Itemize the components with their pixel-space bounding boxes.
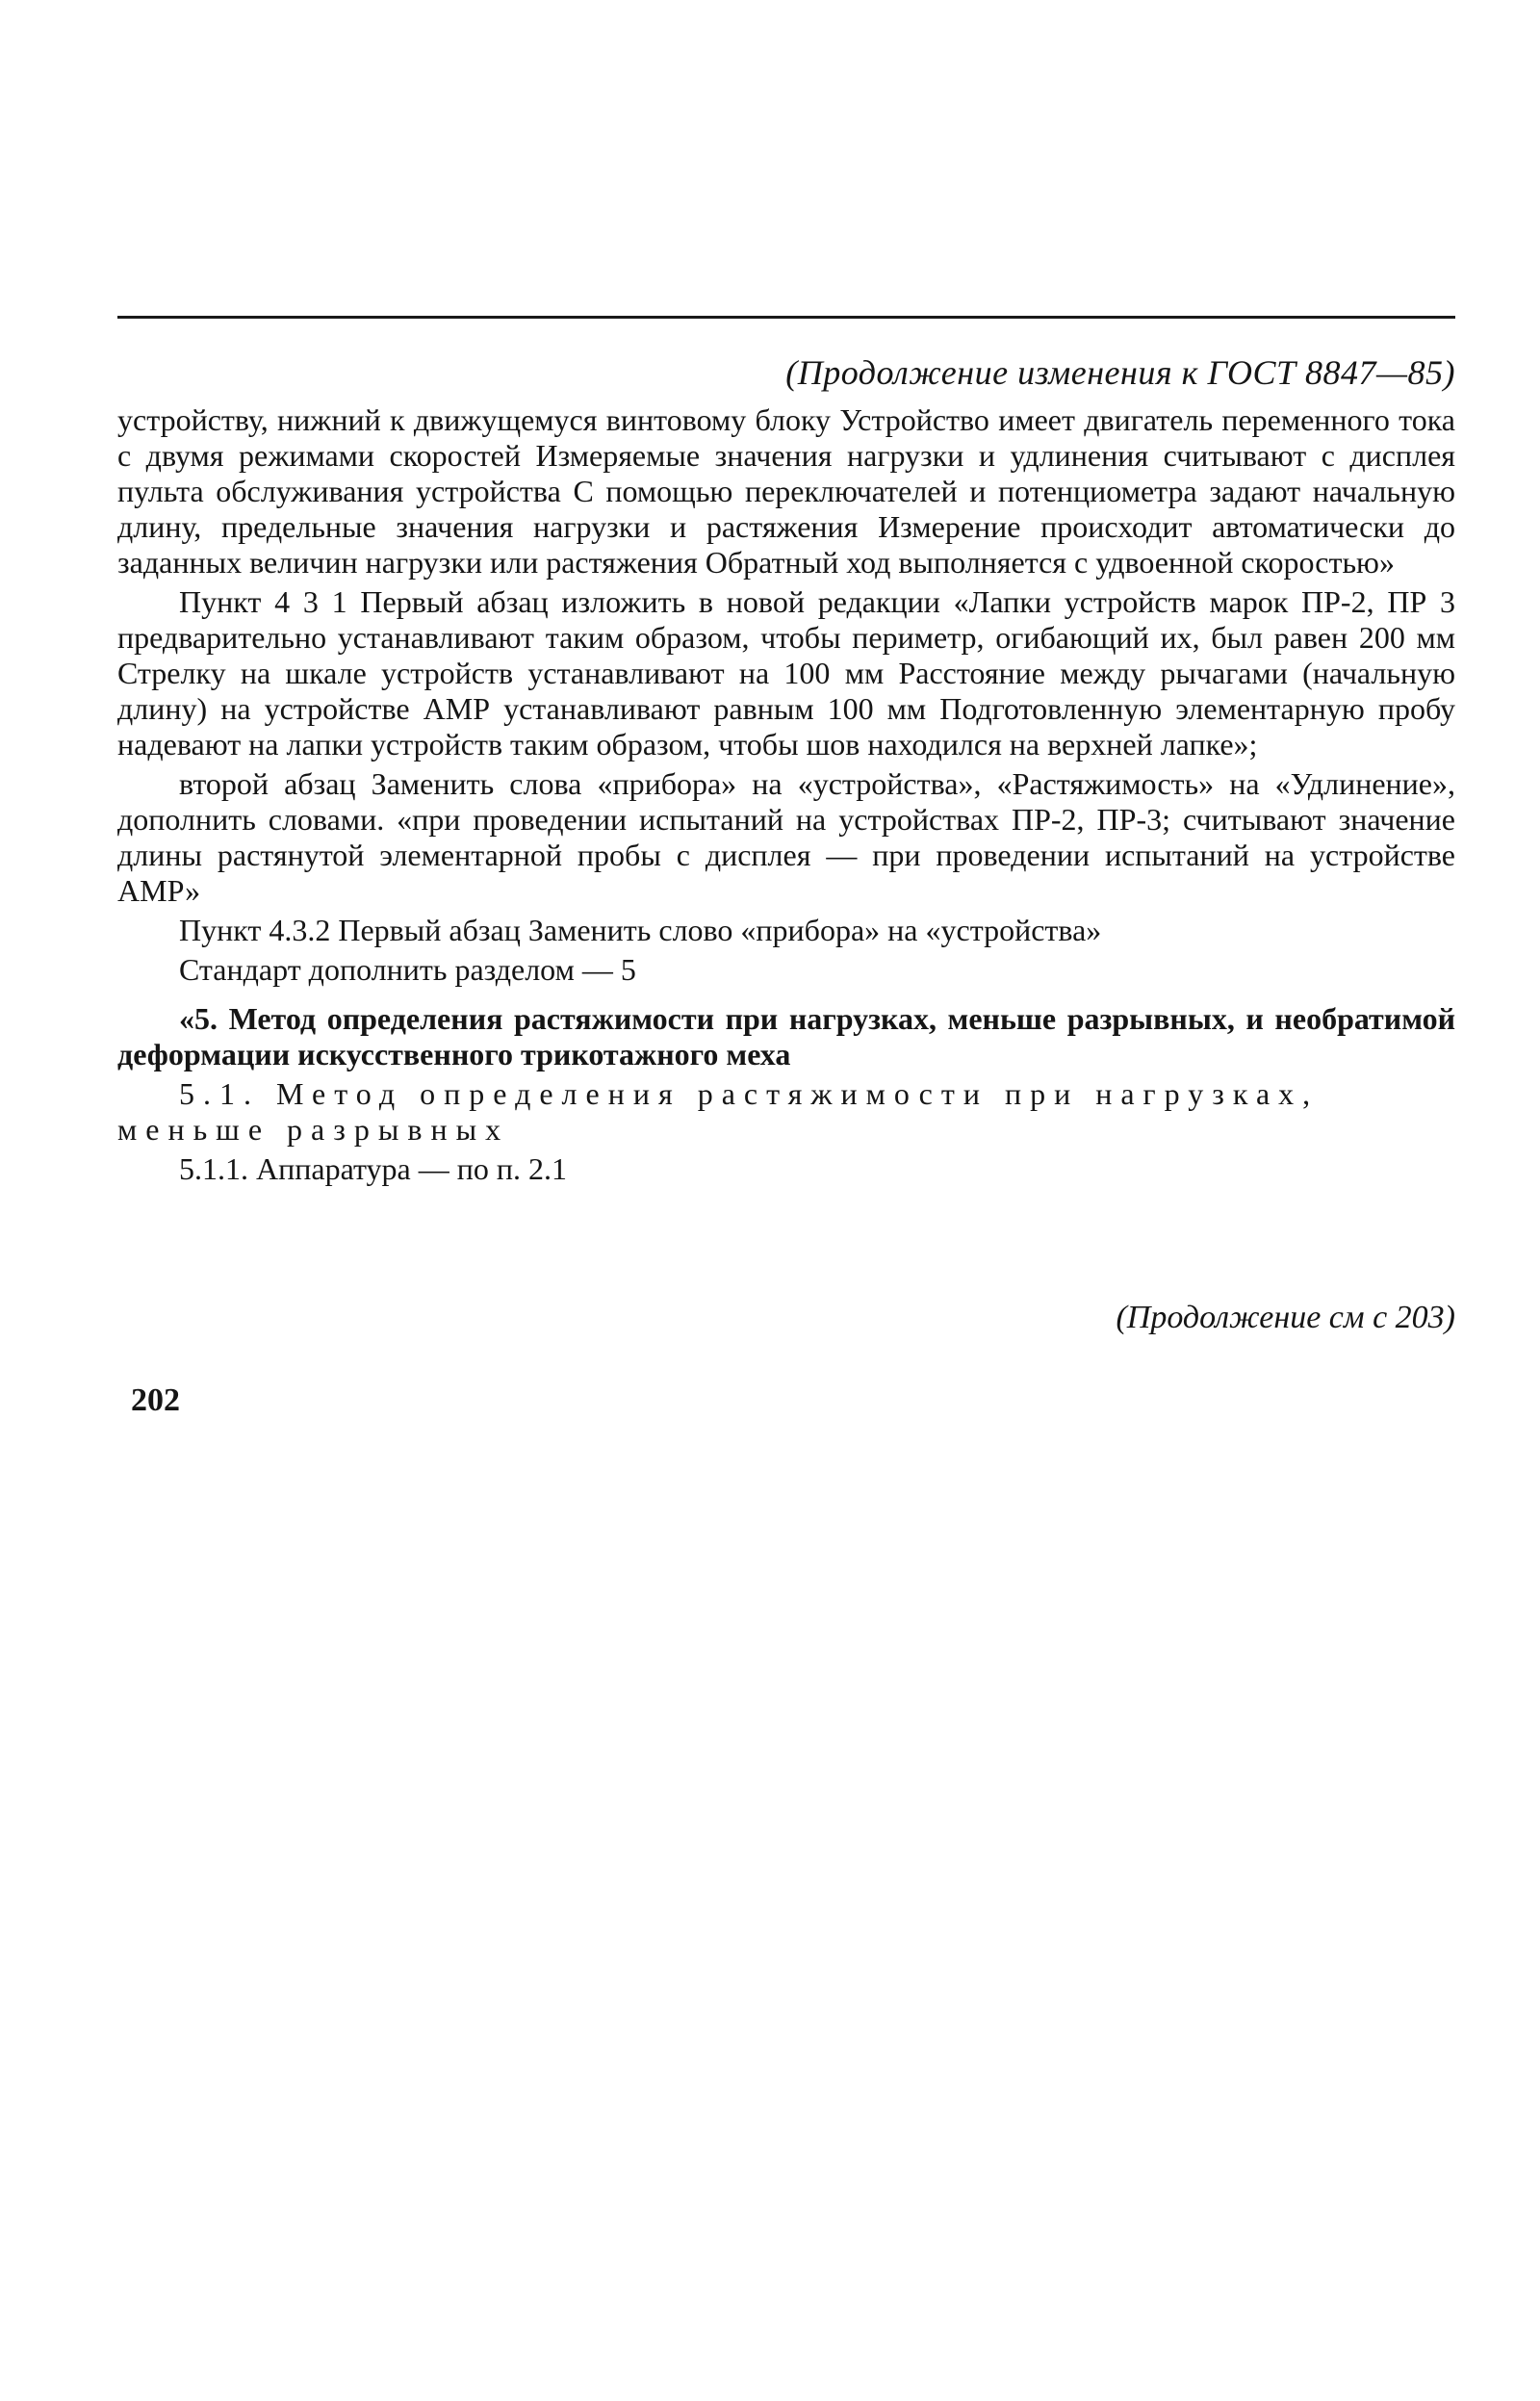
paragraph-standard-addition: Стандарт дополнить разделом — 5 bbox=[179, 952, 636, 987]
paragraph-clause-4-3-2: Пункт 4.3.2 Первый абзац Заменить слово «прибора» на «устройства» bbox=[179, 913, 1102, 947]
document-page bbox=[117, 0, 1455, 2401]
paragraph-clause-4-3-1: Пункт 4 3 1 Первый абзац изложить в новой редакции «Лапки устройств марок ПР-2, ПР 3 предварительно устанавливают таким образом, чтобы периметр, огибающий их, был равен 200 мм Стрелку на шкале устройств устанавливают на 100 мм Расстояние между рычагами (начальную длину) на устройстве АМР устанавливают равным 100 мм Подготовленную элементарную пробу надевают на лапки устройств таким образом, чтобы шов находился на верхней лапке»; bbox=[117, 584, 1455, 762]
running-head: (Продолжение изменения к ГОСТ 8847—85) bbox=[785, 353, 1455, 392]
body-text bbox=[117, 402, 1455, 1191]
paragraph-second-abzac: второй абзац Заменить слова «прибора» на «устройства», «Растяжимость» на «Удлинение», дополнить словами. «при проведении испытаний на устройствах ПР-2, ПР-3; считывают значение длины растянутой элементарной пробы с дисплея — при проведении испытаний на устройстве АМР» bbox=[117, 766, 1455, 908]
page-number: 202 bbox=[131, 1382, 180, 1418]
subsection-5-1-heading: 5.1. Метод определения растяжимости при нагрузках, меньше разрывных bbox=[117, 1076, 1320, 1147]
top-rule bbox=[117, 316, 1455, 319]
paragraph-device-description: устройству, нижний к движущемуся винтовому блоку Устройство имеет двигатель переменного тока с двумя режимами скоростей Измеряемые значения нагрузки и удлинения считывают с дисплея пульта обслуживания устройства С помощью переключателей и потенциометра задают начальную длину, предельные значения нагрузки и растяжения Измерение происходит автоматически до заданных величин нагрузки или растяжения Обратный ход выполняется с удвоенной скоростью» bbox=[117, 402, 1455, 580]
paragraph-5-1-1: 5.1.1. Аппаратура — по п. 2.1 bbox=[179, 1151, 567, 1186]
continuation-note: (Продолжение см с 203) bbox=[1116, 1300, 1455, 1335]
section-5-heading: «5. Метод определения растяжимости при нагрузках, меньше разрывных, и необратимой деформации искусственного трикотажного меха bbox=[117, 1001, 1455, 1071]
